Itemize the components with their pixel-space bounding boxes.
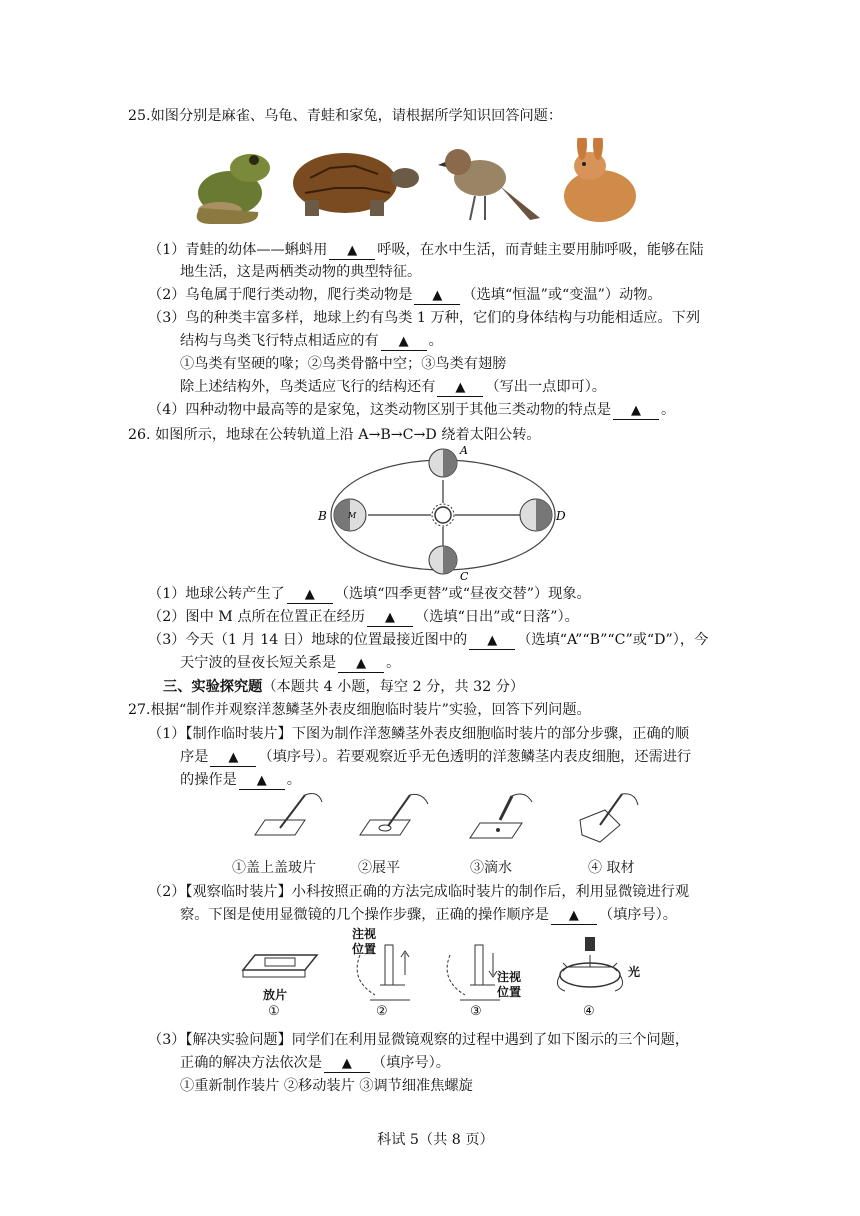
- q27-part2-line2: 察。下图是使用显微镜的几个操作步骤，正确的操作顺序是 ▲ （填序号）。: [180, 907, 677, 923]
- answer-blank[interactable]: ▲: [469, 633, 515, 650]
- answer-blank[interactable]: ▲: [381, 334, 427, 351]
- q27-part3-options: ①重新制作装片 ②移动装片 ③调节细准焦螺旋: [180, 1078, 473, 1094]
- q25-stem: 25.如图分别是麻雀、乌龟、青蛙和家兔，请根据所学知识回答问题：: [128, 108, 563, 124]
- q26-part3: （3）今天（1 月 14 日）地球的位置最接近图中的 ▲ （选填“A”“B”“C”或“D”），今: [148, 632, 709, 648]
- q25-part3-line4: 除上述结构外，鸟类适应飞行的结构还有 ▲ （写出一点即可）。: [180, 379, 606, 395]
- q26-stem: 26. 如图所示，地球在公转轨道上沿 A→B→C→D 绕着太阳公转。: [128, 427, 541, 443]
- sun-icon: [432, 504, 454, 526]
- q25-part3-options: ①鸟类有坚硬的喙；②鸟类骨骼中空；③鸟类有翅膀: [180, 356, 507, 372]
- cover-slip-illustration: [255, 794, 322, 835]
- q27-part1-line3: 的操作是 ▲ 。: [180, 772, 301, 788]
- label-a: A: [460, 445, 468, 457]
- step-label-2: ②展平: [358, 860, 400, 876]
- answer-blank[interactable]: ▲: [437, 380, 483, 397]
- label-c: C: [460, 570, 469, 583]
- step-label-4: ④ 取材: [588, 860, 635, 876]
- micro-num-3: ③: [470, 1004, 482, 1019]
- step-label-1: ①盖上盖玻片: [232, 860, 316, 876]
- stage-slide-illustration: [243, 955, 317, 977]
- answer-blank[interactable]: ▲: [210, 750, 256, 767]
- q27-stem: 27.根据“制作并观察洋葱鳞茎外表皮细胞临时装片”实验，回答下列问题。: [128, 702, 591, 718]
- light-label: 光: [628, 965, 641, 979]
- q26-part3-line2: 天宁波的昼夜长短关系是 ▲ 。: [180, 655, 401, 671]
- q26-part2: （2）图中 M 点所在位置正在经历 ▲ （选填“日出”或“日落”）。: [148, 609, 579, 625]
- q27-part3-line2: 正确的解决方法依次是 ▲ （填序号）。: [180, 1055, 450, 1071]
- micro-num-2: ②: [376, 1004, 388, 1019]
- step-label-3: ③滴水: [470, 860, 512, 876]
- sparrow-image: [438, 149, 540, 220]
- q25-part1-cont: 地生活，这是两栖类动物的典型特征。: [180, 264, 422, 280]
- microscope-raising-illustration: [447, 945, 500, 1000]
- answer-blank[interactable]: ▲: [338, 656, 384, 673]
- page-footer: 科试 5（共 8 页）: [377, 1132, 494, 1148]
- slide-step-illustrations: [250, 790, 650, 850]
- earth-a: [429, 449, 457, 477]
- spread-illustration: [360, 794, 428, 835]
- light-adjust-illustration: [557, 937, 622, 991]
- answer-blank[interactable]: ▲: [613, 403, 659, 420]
- q27-part1-line2: 序是 ▲ （填序号）。若要观察近乎无色透明的洋葱鳞茎内表皮细胞，还需进行: [180, 749, 692, 765]
- take-material-illustration: [580, 794, 638, 842]
- watch-label-1: 注视: [352, 927, 377, 941]
- micro-num-1: ①: [268, 1004, 280, 1019]
- q25-part3: （3）鸟的种类丰富多样，地球上约有鸟类 1 万种，它们的身体结构与功能相适应。下列: [148, 310, 701, 326]
- answer-blank[interactable]: ▲: [239, 773, 285, 790]
- watch-label-2: 注视: [497, 970, 522, 984]
- orbit-diagram: [310, 445, 570, 585]
- animal-images: [180, 138, 650, 230]
- answer-blank[interactable]: ▲: [329, 243, 375, 260]
- q27-part3: （3）【解决实验问题】同学们在利用显微镜观察的过程中遇到了如下图示的三个问题，: [148, 1032, 690, 1048]
- answer-blank[interactable]: ▲: [414, 288, 460, 305]
- q25-part3-line2: 结构与鸟类飞行特点相适应的有 ▲ 。: [180, 333, 443, 349]
- section3-heading: 三、实验探究题（本题共 4 小题，每空 2 分，共 32 分）: [163, 679, 525, 695]
- answer-blank[interactable]: ▲: [324, 1056, 370, 1073]
- q25-part1: （1）青蛙的幼体——蝌蚪用 ▲ 呼吸，在水中生活，而青蛙主要用肺呼吸，能够在陆: [148, 242, 704, 258]
- label-m: M: [348, 511, 357, 520]
- frog-image: [197, 154, 270, 224]
- earth-d: [520, 499, 552, 531]
- watch-label-1b: 位置: [352, 942, 377, 956]
- q25-part2: （2）乌龟属于爬行类动物，爬行类动物是 ▲ （选填“恒温”或“变温”）动物。: [148, 287, 662, 303]
- answer-blank[interactable]: ▲: [367, 610, 413, 627]
- drip-water-illustration: [470, 794, 532, 838]
- label-b: B: [318, 509, 327, 523]
- place-slide-label: 放片: [263, 988, 288, 1002]
- q27-part1: （1）【制作临时装片】下图为制作洋葱鳞茎外表皮细胞临时装片的部分步骤，正确的顺: [148, 726, 690, 742]
- answer-blank[interactable]: ▲: [287, 587, 333, 604]
- label-d: D: [556, 509, 566, 523]
- microscope-illustrations: [235, 925, 655, 1015]
- q27-part2: （2）【观察临时装片】小科按照正确的方法完成临时装片的制作后，利用显微镜进行观: [148, 884, 690, 900]
- earth-c: [429, 546, 457, 574]
- answer-blank[interactable]: ▲: [551, 908, 597, 925]
- turtle-image: [293, 153, 419, 216]
- watch-label-2b: 位置: [497, 985, 522, 999]
- rabbit-image: [564, 138, 636, 222]
- q25-part4: （4）四种动物中最高等的是家兔，这类动物区别于其他三类动物的特点是 ▲ 。: [148, 402, 676, 418]
- q26-part1: （1）地球公转产生了 ▲ （选填“四季更替”或“昼夜交替”）现象。: [148, 586, 591, 602]
- micro-num-4: ④: [583, 1004, 595, 1019]
